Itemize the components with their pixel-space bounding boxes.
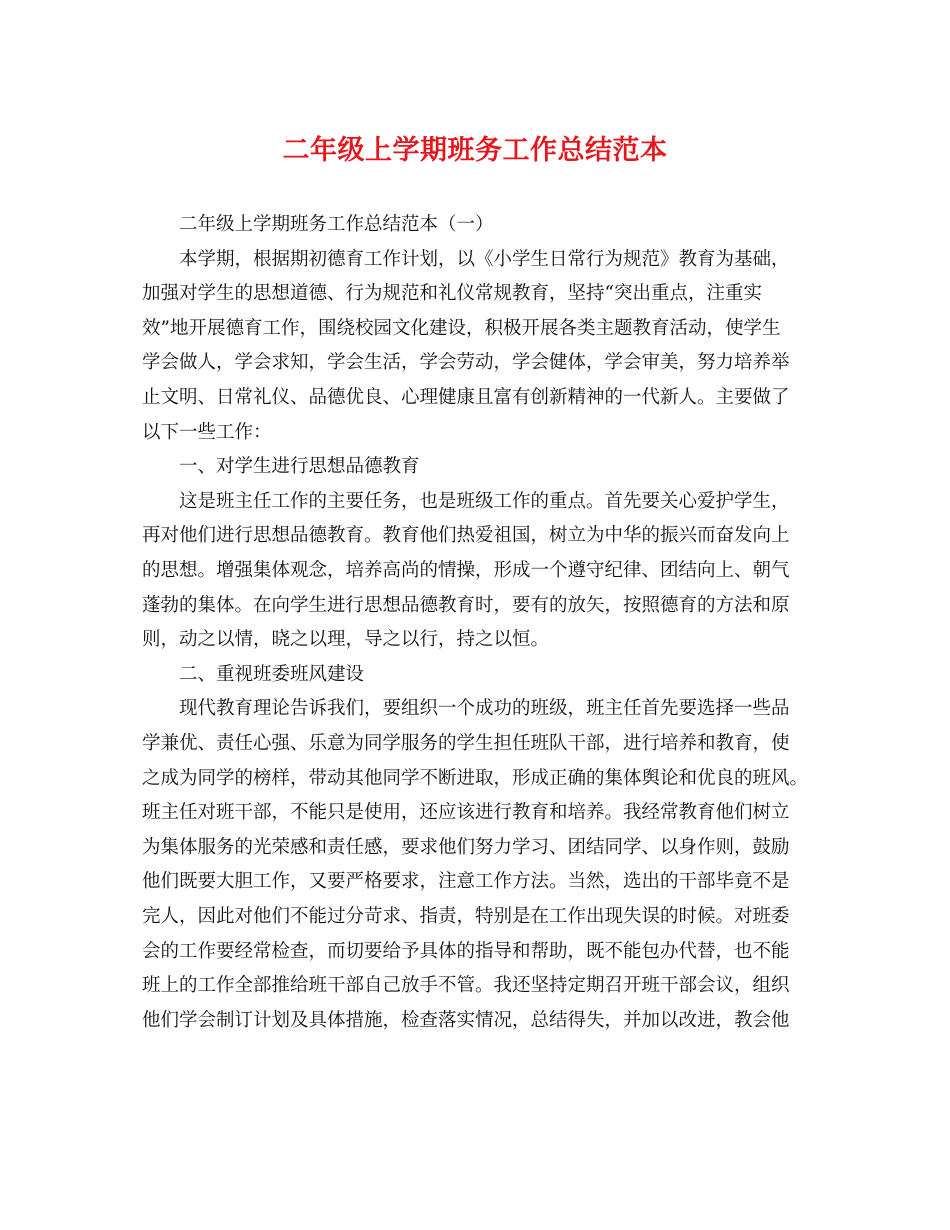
- paragraph-line: 他们既要大胆工作，又要严格要求，注意工作方法。当然，选出的干部毕竟不是: [142, 871, 790, 893]
- paragraph-line: 加强对学生的思想道德、行为规范和礼仪常规教育，坚持“突出重点，注重实: [142, 283, 762, 305]
- paragraph-line: 班主任对班干部，不能只是使用，还应该进行教育和培养。我经常教育他们树立: [142, 802, 790, 824]
- paragraph-line: 蓬勃的集体。在向学生进行思想品德教育时，要有的放矢，按照德育的方法和原: [142, 594, 790, 616]
- paragraph-first-line: 现代教育理论告诉我们，要组织一个成功的班级，班主任首先要选择一些品: [179, 698, 790, 720]
- paragraph-line: 学兼优、责任心强、乐意为同学服务的学生担任班队干部，进行培养和教育，使: [142, 733, 790, 754]
- paragraph-line: 则，动之以情，晓之以理，导之以行，持之以恒。: [142, 629, 550, 651]
- paragraph-first-line: 二、重视班委班风建设: [179, 663, 365, 685]
- paragraph-line: 会的工作要经常检查，而切要给予具体的指导和帮助，既不能包办代替，也不能: [142, 940, 790, 962]
- paragraph-first-line: 二年级上学期班务工作总结范本（一）: [179, 214, 494, 235]
- document-title: 二年级上学期班务工作总结范本: [282, 135, 668, 166]
- paragraph-line: 止文明、日常礼仪、品德优良、心理健康且富有创新精神的一代新人。主要做了: [142, 387, 790, 408]
- paragraph-line: 学会做人，学会求知，学会生活，学会劳动，学会健体，学会审美，努力培养举: [142, 352, 790, 374]
- paragraph-line: 完人，因此对他们不能过分苛求、指责，特别是在工作出现失误的时候。对班委: [142, 906, 790, 927]
- paragraph-line: 的思想。增强集体观念，培养高尚的情操，形成一个遵守纪律、团结向上、朝气: [142, 560, 790, 581]
- paragraph-first-line: 一、对学生进行思想品德教育: [179, 456, 420, 478]
- paragraph-first-line: 本学期，根据期初德育工作计划，以《小学生日常行为规范》教育为基础，: [179, 248, 790, 270]
- paragraph-line: 他们学会制订计划及具体措施，检查落实情况，总结得失，并加以改进，教会他: [142, 1009, 790, 1031]
- paragraph-line: 再对他们进行思想品德教育。教育他们热爱祖国，树立为中华的振兴而奋发向上: [142, 525, 790, 547]
- paragraph-line: 以下一些工作：: [142, 421, 272, 443]
- paragraph-line: 班上的工作全部推给班干部自己放手不管。我还坚持定期召开班干部会议，组织: [142, 975, 790, 997]
- paragraph-line: 为集体服务的光荣感和责任感，要求他们努力学习、团结同学、以身作则，鼓励: [142, 836, 790, 858]
- paragraph-first-line: 这是班主任工作的主要任务，也是班级工作的重点。首先要关心爱护学生，: [179, 490, 790, 512]
- paragraph-line: 之成为同学的榜样，带动其他同学不断进取，形成正确的集体舆论和优良的班风。: [142, 767, 809, 789]
- paragraph-line: 效”地开展德育工作，围绕校园文化建设，积极开展各类主题教育活动，使学生: [142, 317, 781, 339]
